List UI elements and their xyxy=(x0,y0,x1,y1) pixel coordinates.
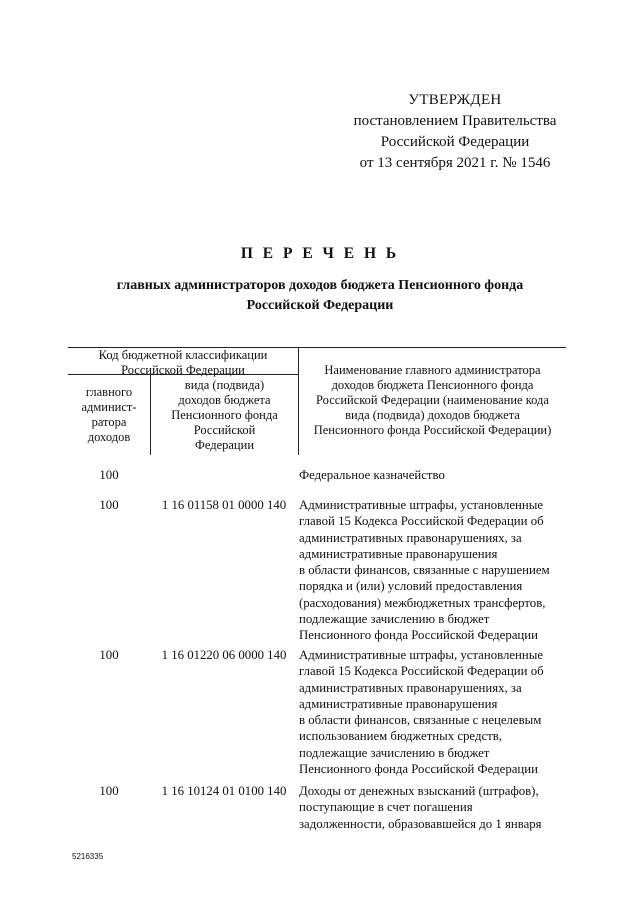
income-name: Административные штрафы, установленные главой 15 Кодекса Российской Федерации об административных правонарушениях, за административные правонарушения в области финансов, связанные с нарушением порядка и (или) условий предоставления (расходования) межбюджетных трансфертов, подлежащие зачислению в бюджет Пенсионного фонда Российской Федерации xyxy=(299,498,550,643)
document-subtitle xyxy=(60,276,580,316)
document-title: П Е Р Е Ч Е Н Ь xyxy=(240,245,400,262)
approval-block xyxy=(330,90,580,174)
subtitle-line-2: Российской Федерации xyxy=(246,298,394,313)
header-col-name: Наименование главного администратора доходов бюджета Пенсионного фонда Российской Федерации (наименование кода вида (подвида) доходов бюджета Пенсионного фонда Российской Федерации) xyxy=(313,363,552,437)
admin-code: 100 xyxy=(99,648,119,662)
subtitle-line-1: главных администраторов доходов бюджета Пенсионного фонда xyxy=(116,278,524,293)
approval-line-1: постановлением Правительства xyxy=(353,113,557,129)
approval-line-2: Российской Федерации xyxy=(380,134,530,150)
header-group-label: Код бюджетной классификации Российской Федерации xyxy=(98,348,268,377)
table-header xyxy=(68,347,566,455)
admin-code: 100 xyxy=(99,468,119,482)
header-col-admin: главного админист- ратора доходов xyxy=(81,385,137,444)
income-name: Доходы от денежных взысканий (штрафов), поступающие в счет погашения задолженности, образовавшейся до 1 января xyxy=(299,784,542,831)
approval-line-3: от 13 сентября 2021 г. № 1546 xyxy=(359,155,551,171)
footer-document-code: 5216335 xyxy=(72,852,104,861)
header-col-income-code: вида (подвида) доходов бюджета Пенсионного фонда Российской Федерации xyxy=(171,378,278,452)
admin-code: 100 xyxy=(99,498,119,512)
admin-code: 100 xyxy=(99,784,119,798)
income-name: Федеральное казначейство xyxy=(299,468,445,482)
income-name: Административные штрафы, установленные главой 15 Кодекса Российской Федерации об административных правонарушениях, за административные правонарушения в области финансов, связанные с нецелевым использованием бюджетных средств, подлежащие зачислению в бюджет Пенсионного фонда Российской Федерации xyxy=(299,648,544,777)
income-code: 1 16 01220 06 0000 140 xyxy=(161,648,287,662)
income-code: 1 16 10124 01 0100 140 xyxy=(161,784,287,798)
income-code: 1 16 01158 01 0000 140 xyxy=(161,498,287,512)
approval-title: УТВЕРЖДЕН xyxy=(408,92,502,108)
